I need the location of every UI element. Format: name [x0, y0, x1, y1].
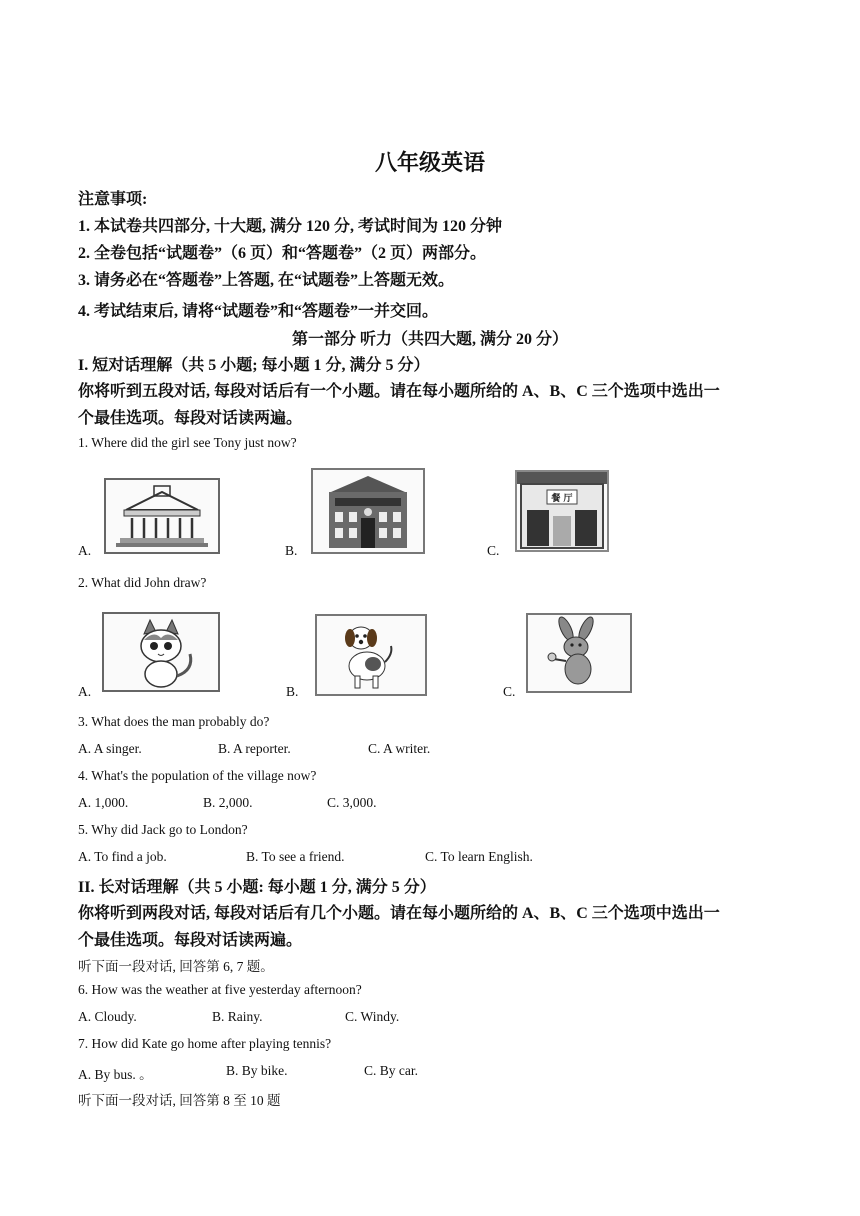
restaurant-sign: 餐 厅: [551, 494, 573, 504]
option-label: C.: [487, 543, 500, 558]
question-text: 1. Where did the girl see Tony just now?: [78, 435, 297, 450]
option-text: C. A writer.: [368, 741, 431, 756]
option-text: B. By bike.: [226, 1063, 288, 1078]
cat-drawing-image: [102, 612, 220, 692]
part-heading: 第一部分 听力（共四大题, 满分 20 分）: [291, 331, 568, 348]
question-text: 3. What does the man probably do?: [78, 714, 270, 729]
option-text: B. Rainy.: [212, 1009, 263, 1024]
section-instructions: 个最佳选项。每段对话读两遍。: [78, 410, 303, 427]
option-text: A. To find a job.: [78, 849, 167, 864]
sub-instruction: 听下面一段对话, 回答第 8 至 10 题: [78, 1093, 281, 1108]
option-label: B.: [285, 543, 298, 558]
option-text: C. 3,000.: [327, 795, 377, 810]
question-text: 5. Why did Jack go to London?: [78, 822, 248, 837]
rabbit-drawing-image: [526, 613, 632, 693]
school-building-image: [311, 468, 425, 554]
sub-instruction: 听下面一段对话, 回答第 6, 7 题。: [78, 959, 274, 974]
option-text: B. A reporter.: [218, 741, 291, 756]
option-text: B. To see a friend.: [246, 849, 345, 864]
question-text: 2. What did John draw?: [78, 575, 207, 590]
question-text: 6. How was the weather at five yesterday afternoon?: [78, 982, 362, 997]
question-text: 7. How did Kate go home after playing tennis?: [78, 1036, 332, 1051]
notice-item: 3. 请务必在“答题卷”上答题, 在“试题卷”上答题无效。: [78, 272, 455, 289]
option-text: C. Windy.: [345, 1009, 400, 1024]
option-text: A. A singer.: [78, 741, 142, 756]
restaurant-building-image: [515, 470, 609, 552]
library-building-image: [104, 478, 220, 554]
section-heading: I. 短对话理解（共 5 小题; 每小题 1 分, 满分 5 分）: [78, 357, 430, 374]
section-instructions: 你将听到五段对话, 每段对话后有一个小题。请在每小题所给的 A、B、C 三个选项中选出一: [78, 383, 720, 400]
question-text: 4. What's the population of the village now?: [78, 768, 317, 783]
section-instructions: 你将听到两段对话, 每段对话后有几个小题。请在每小题所给的 A、B、C 三个选项中选出一: [78, 905, 720, 922]
page-title: 八年级英语: [374, 150, 485, 175]
option-label: A.: [78, 543, 92, 558]
option-text: B. 2,000.: [203, 795, 253, 810]
option-text: C. By car.: [364, 1063, 418, 1078]
option-text: C. To learn English.: [425, 849, 533, 864]
section-heading: II. 长对话理解（共 5 小题: 每小题 1 分, 满分 5 分）: [78, 879, 436, 896]
option-text: A. By bus. 。: [78, 1067, 153, 1082]
option-label: B.: [286, 684, 299, 699]
notice-item: 2. 全卷包括“试题卷”（6 页）和“答题卷”（2 页）两部分。: [78, 245, 487, 262]
option-text: A. 1,000.: [78, 795, 129, 810]
notice-item: 4. 考试结束后, 请将“试题卷”和“答题卷”一并交回。: [78, 303, 439, 320]
section-instructions: 个最佳选项。每段对话读两遍。: [78, 932, 303, 949]
option-text: A. Cloudy.: [78, 1009, 137, 1024]
dog-drawing-image: [315, 614, 427, 696]
notice-item: 1. 本试卷共四部分, 十大题, 满分 120 分, 考试时间为 120 分钟: [78, 218, 503, 235]
notice-heading: 注意事项:: [78, 191, 148, 208]
option-label: A.: [78, 684, 92, 699]
option-label: C.: [503, 684, 516, 699]
